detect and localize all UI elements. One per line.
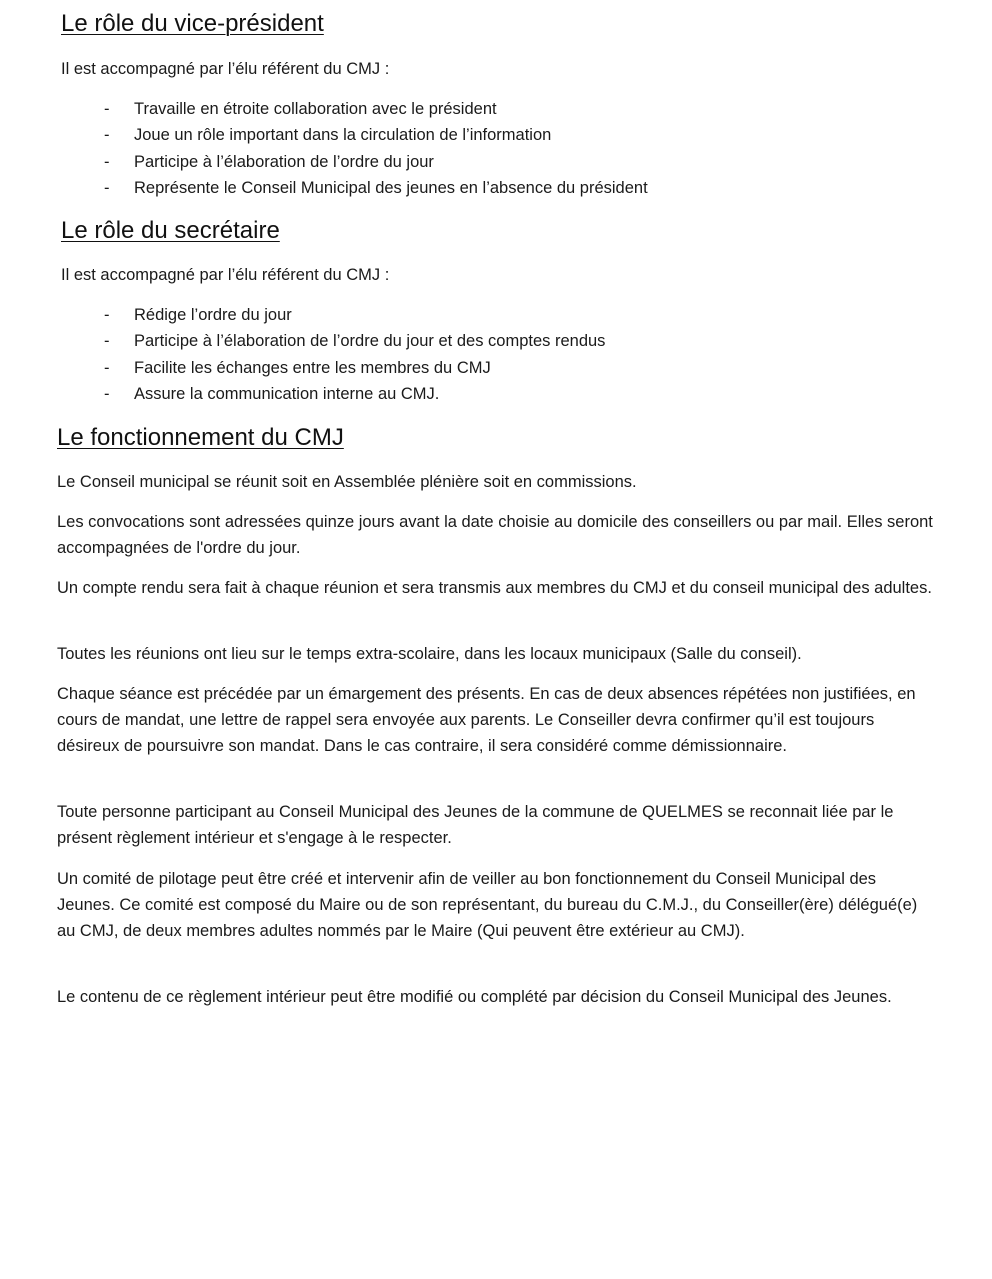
bullet-dash: -	[104, 126, 110, 145]
list-item-text: Représente le Conseil Municipal des jeunes en l’absence du président	[134, 178, 648, 197]
bullet-dash: -	[104, 332, 110, 351]
heading-functioning: Le fonctionnement du CMJ	[57, 424, 344, 451]
list-item	[104, 381, 605, 407]
bullet-dash: -	[104, 306, 110, 324]
heading-vice-president: Le rôle du vice-président	[61, 10, 324, 37]
list-item-text: Joue un rôle important dans la circulation de l’information	[134, 126, 552, 145]
paragraph-amendments: Le contenu de ce règlement intérieur peut être modifié ou complété par décision du Conseil Municipal des Jeunes.	[57, 988, 892, 1006]
bullet-dash: -	[104, 100, 110, 118]
bullet-dash: -	[104, 358, 110, 377]
list-item	[104, 302, 605, 328]
list-item-text: Rédige l’ordre du jour	[134, 306, 292, 324]
paragraph-meetings: Le Conseil municipal se réunit soit en Assemblée plénière soit en commissions.	[57, 473, 637, 491]
intro-secretary: Il est accompagné par l’élu référent du CMJ :	[61, 266, 390, 284]
list-item	[104, 355, 605, 381]
list-secretary	[104, 302, 605, 407]
heading-secretary: Le rôle du secrétaire	[61, 217, 280, 244]
list-vice-president	[104, 96, 648, 201]
paragraph-attendance: Chaque séance est précédée par un émargement des présents. En cas de deux absences répétées non justifiées, en cours de mandat, une lettre de rappel sera envoyée aux parents. Le Conseiller devra confirmer qu’il est toujours désireux de poursuivre son mandat. Dans le cas contraire, il sera considéré comme démissionnaire.	[57, 685, 916, 756]
list-item	[104, 122, 648, 148]
paragraph-commitment: Toute personne participant au Conseil Municipal des Jeunes de la commune de QUELMES se reconnait liée par le présent règlement intérieur et s'engage à le respecter.	[57, 803, 894, 848]
paragraph-location: Toutes les réunions ont lieu sur le temps extra-scolaire, dans les locaux municipaux (Salle du conseil).	[57, 645, 802, 663]
list-item	[104, 175, 648, 201]
list-item-text: Facilite les échanges entre les membres du CMJ	[134, 358, 491, 377]
intro-vice-president: Il est accompagné par l’élu référent du CMJ :	[61, 60, 390, 78]
paragraph-steering-committee: Un comité de pilotage peut être créé et intervenir afin de veiller au bon fonctionnement du Conseil Municipal des Jeunes. Ce comité est composé du Maire ou de son représentant, du bureau du C.M.J., du Conseiller(ère) délégué(e) au CMJ, de deux membres adultes nommés par le Maire (Qui peuvent être extérieur au CMJ).	[57, 870, 918, 941]
bullet-dash: -	[104, 178, 110, 197]
paragraph-minutes: Un compte rendu sera fait à chaque réunion et sera transmis aux membres du CMJ et du conseil municipal des adultes.	[57, 579, 932, 597]
list-item-text: Participe à l’élaboration de l’ordre du jour	[134, 152, 434, 171]
list-item-text: Travaille en étroite collaboration avec le président	[134, 100, 497, 118]
list-item	[104, 96, 648, 122]
paragraph-convocations: Les convocations sont adressées quinze jours avant la date choisie au domicile des conseillers ou par mail. Elles seront accompagnées de l'ordre du jour.	[57, 513, 933, 558]
list-item-text: Assure la communication interne au CMJ.	[134, 384, 440, 403]
list-item	[104, 328, 605, 354]
list-item-text: Participe à l’élaboration de l’ordre du jour et des comptes rendus	[134, 332, 606, 351]
bullet-dash: -	[104, 384, 110, 403]
list-item	[104, 149, 648, 175]
bullet-dash: -	[104, 152, 110, 171]
